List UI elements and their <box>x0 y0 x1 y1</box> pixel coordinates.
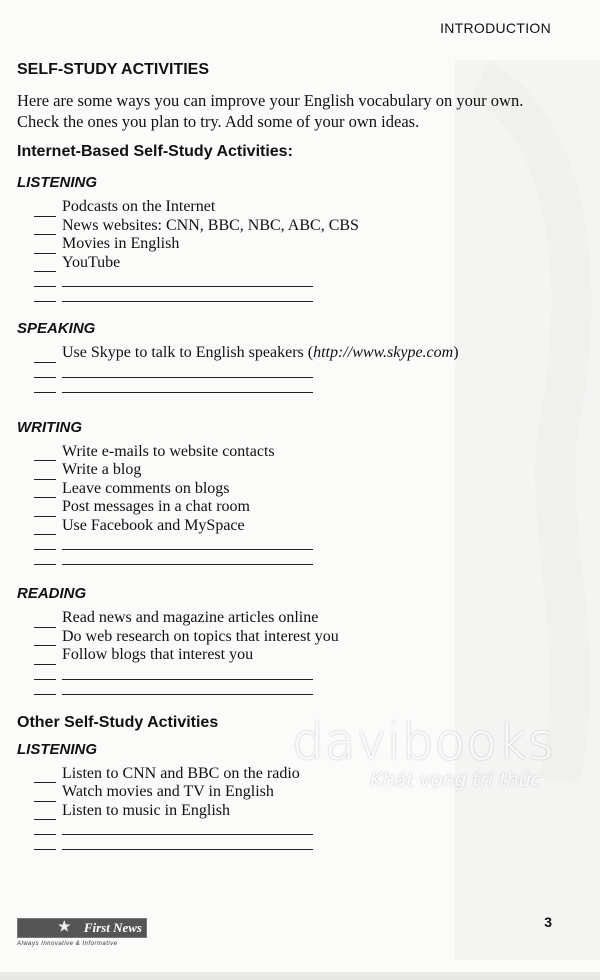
checkbox-blank[interactable] <box>34 220 56 235</box>
skype-url[interactable]: http://www.skype.com <box>313 344 454 361</box>
other-listening-heading: LISTENING <box>17 740 98 758</box>
checkbox-blank[interactable] <box>34 272 56 287</box>
logo-tagline: Always Innovative & Informative <box>17 941 118 947</box>
checkbox-blank[interactable] <box>34 550 56 565</box>
write-in-line <box>34 665 577 680</box>
list-item: Follow blogs that interest you <box>34 646 577 665</box>
write-in-blank[interactable] <box>62 820 313 835</box>
checkbox-blank[interactable] <box>34 820 56 835</box>
internet-listening-group <box>17 174 577 302</box>
write-in-blank[interactable] <box>62 363 313 378</box>
write-in-blank[interactable] <box>62 550 313 565</box>
checkbox-blank[interactable] <box>34 257 56 272</box>
checkbox-blank[interactable] <box>34 835 56 850</box>
checkbox-blank[interactable] <box>34 805 56 820</box>
checkbox-blank[interactable] <box>34 502 56 517</box>
publisher-logo <box>17 918 145 947</box>
list-item: News websites: CNN, BBC, NBC, ABC, CBS <box>34 217 577 236</box>
checkbox-blank[interactable] <box>34 650 56 665</box>
checkbox-blank[interactable] <box>34 287 56 302</box>
write-in-blank[interactable] <box>62 287 313 302</box>
internet-section-title: Internet-Based Self-Study Activities: <box>17 143 293 160</box>
write-in-line <box>34 550 577 565</box>
checkbox-blank[interactable] <box>34 768 56 783</box>
checkbox-blank[interactable] <box>34 631 56 646</box>
write-in-line <box>34 378 577 393</box>
checkbox-blank[interactable] <box>34 239 56 254</box>
internet-writing-heading: WRITING <box>17 418 82 436</box>
write-in-line <box>34 535 577 550</box>
page-title: SELF-STUDY ACTIVITIES <box>17 61 210 78</box>
internet-reading-group <box>17 585 577 695</box>
write-in-blank[interactable] <box>62 378 313 393</box>
internet-writing-group <box>17 419 577 566</box>
write-in-blank[interactable] <box>62 665 313 680</box>
list-item: Podcasts on the Internet <box>34 198 577 217</box>
write-in-blank[interactable] <box>62 272 313 287</box>
page-number: 3 <box>544 914 552 930</box>
internet-listening-heading: LISTENING <box>17 174 98 191</box>
list-item: Listen to CNN and BBC on the radio <box>34 765 577 784</box>
checkbox-blank[interactable] <box>34 348 56 363</box>
write-in-blank[interactable] <box>62 535 313 550</box>
checkbox-blank[interactable] <box>34 483 56 498</box>
checkbox-blank[interactable] <box>34 446 56 461</box>
list-item: Use Skype to talk to English speakers ( http://www.skype.com ) <box>34 344 577 363</box>
list-item: Write e-mails to website contacts <box>34 443 577 462</box>
checkbox-blank[interactable] <box>34 613 56 628</box>
intro-paragraph: Here are some ways you can improve your English vocabulary on your own. Check the ones you plan to try. Add some of your own ideas. <box>17 91 524 131</box>
list-item: Listen to music in English <box>34 802 577 821</box>
list-item: YouTube <box>34 254 577 273</box>
write-in-blank[interactable] <box>62 835 313 850</box>
checkbox-blank[interactable] <box>34 520 56 535</box>
internet-speaking-group <box>17 320 577 393</box>
list-item: Leave comments on blogs <box>34 480 577 499</box>
other-section-title: Other Self-Study Activities <box>17 713 219 731</box>
list-item: Use Facebook and MySpace <box>34 517 577 536</box>
watermark-tagline: Khát vọng tri thức <box>370 769 542 791</box>
list-item: Movies in English <box>34 235 577 254</box>
list-item: Do web research on topics that interest you <box>34 628 577 647</box>
internet-speaking-heading: SPEAKING <box>17 320 96 337</box>
logo-badge: ★ First News <box>17 918 147 938</box>
checkbox-blank[interactable] <box>34 363 56 378</box>
write-in-line <box>34 820 577 835</box>
star-icon: ★ <box>58 920 71 935</box>
scan-edge <box>0 972 600 980</box>
checkbox-blank[interactable] <box>34 680 56 695</box>
write-in-line <box>34 835 577 850</box>
list-item: Read news and magazine articles online <box>34 609 577 628</box>
list-item: Post messages in a chat room <box>34 498 577 517</box>
write-in-blank[interactable] <box>62 680 313 695</box>
checkbox-blank[interactable] <box>34 465 56 480</box>
list-item: Write a blog <box>34 461 577 480</box>
watermark-brand: davibooks <box>292 713 555 771</box>
running-header: INTRODUCTION <box>440 20 551 36</box>
write-in-line <box>34 287 577 302</box>
watermark <box>292 714 555 790</box>
write-in-line <box>34 363 577 378</box>
checkbox-blank[interactable] <box>34 665 56 680</box>
checkbox-blank[interactable] <box>34 535 56 550</box>
checkbox-blank[interactable] <box>34 378 56 393</box>
write-in-line <box>34 680 577 695</box>
write-in-line <box>34 272 577 287</box>
checkbox-blank[interactable] <box>34 787 56 802</box>
list-item: Watch movies and TV in English <box>34 783 577 802</box>
checkbox-blank[interactable] <box>34 202 56 217</box>
internet-reading-heading: READING <box>17 585 87 602</box>
